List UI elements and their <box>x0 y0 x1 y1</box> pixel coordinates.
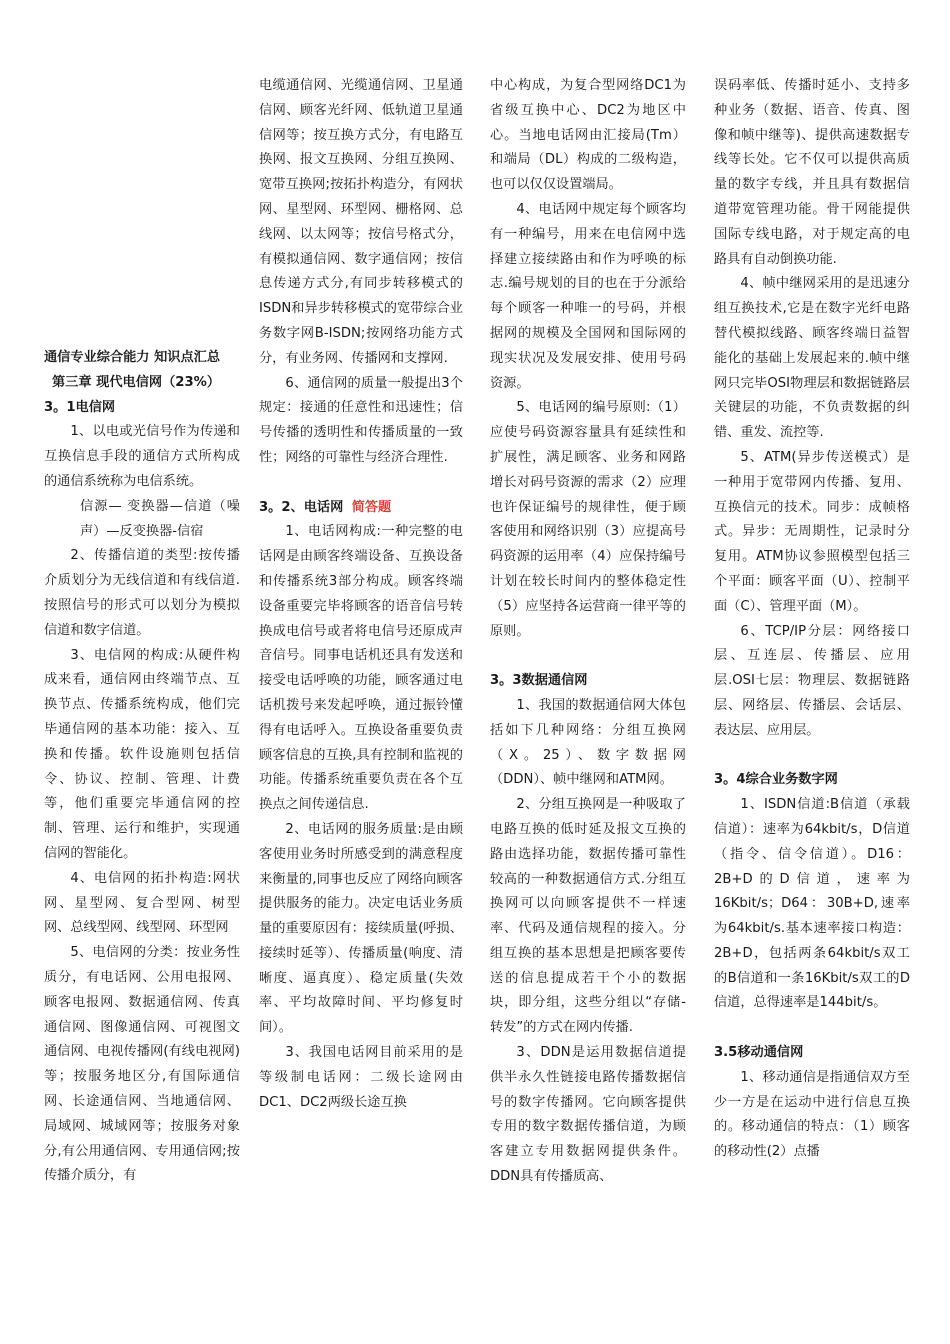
question-type-tag: 简答题 <box>351 499 392 515</box>
paragraph: 1、移动通信是指通信双方至少一方是在运动中进行信息互换的。移动通信的特点：（1）顾客的移动性(2）点播 <box>714 1069 910 1160</box>
paragraph: 4、电话网中规定每个顾客均有一种编号，用来在电信网中选择建立接续路由和作为呼唤的标志.编号规划的目的也在于分派给每个顾客一种唯一的号码，并根据网的规模及全国网和国际网的现实状况及发展安排、使用号码资源。 <box>490 201 686 391</box>
paragraph: 6、通信网的质量一般提出3个规定：接通的任意性和迅速性；信号传播的透明性和传播质量的一致性；网络的可靠性与经济合理性. <box>259 375 463 465</box>
document-title: 通信专业综合能力 知识点汇总 <box>44 350 221 365</box>
paragraph: 6、TCP/IP分层：网络接口层、互连层、传播层、应用层.OSI七层：物理层、数据链路层、网络层、传播层、会话层、表达层、应用层。 <box>714 623 910 738</box>
spacer <box>490 644 686 669</box>
paragraph: 4、电信网的拓扑构造:网状网、星型网、复合型网、树型网、总线型网、线型网、环型网 <box>44 870 240 936</box>
section-heading-3-2: 3。2、电话网 简答题 <box>259 499 392 515</box>
spacer <box>714 744 910 769</box>
paragraph: 电缆通信网、光缆通信网、卫星通信网、顾客光纤网、低轨道卫星通信网等；按互换方式分，有电路互换网、报文互换网、分组互换网、宽带互换网;按拓扑构造分，有网状网、星型网、环型网、栅格网、总线网、以太网等；按信号格式分，有模拟通信网、数字通信网；按信息传递方式分,有同步转移模式的ISDN和异步转移模式的宽带综合业务数字网B-ISDN;按网络功能方式分，有业务网、传播网和支撑网. <box>259 78 463 366</box>
paragraph: 2、电话网的服务质量:是由顾客使用业务时所感受到的满意程度来衡量的,同事也反应了网络向顾客提供服务的能力。决定电话业务质量的重要原因有：接续质量(呼损、接续时延等）、传播质量(响度、清晰度、逼真度）、稳定质量(失效率、平均故障时间、平均修复时间）。 <box>259 821 463 1036</box>
paragraph: 1、我国的数据通信网大体包括如下几种网络：分组互换网（X。25）、数字数据网（DDN）、帧中继网和ATM网。 <box>490 697 686 788</box>
paragraph: 2、分组互换网是一种吸取了电路互换的低时延及报文互换的路由选择功能，数据传播可靠性较高的一种数据通信方式.分组互换网可以向顾客提供不一样速率、代码及通信规程的接入。分组互换的基本思想是把顾客要传送的信息提成若干个小的数据块，即分组，这些分组以“存储-转发”的方式在网内传播. <box>490 797 686 1036</box>
section-heading-3-3: 3。3数据通信网 <box>490 673 588 689</box>
column-1 <box>44 346 240 1189</box>
paragraph: 3、DDN是运用数据信道提供半永久性链接电路传播数据信号的数字传播网。它向顾客提供专用的数字数据传播信道，为顾客建立专用数据网提供条件。DDN具有传播质高、 <box>490 1045 686 1185</box>
chapter-heading: 第三章 现代电信网（23%） <box>52 374 221 390</box>
section-heading-3-4: 3。4综合业务数字网 <box>714 772 838 788</box>
paragraph: 3、电信网的构成:从硬件构成来看，通信网由终端节点、互换节点、传播系统构成，他们完毕通信网的基本功能：接入、互换和传播。软件设施则包括信令、协议、控制、管理、计费等，他们重要完毕通信网的控制、管理、运行和维护，实现通信网的智能化。 <box>44 647 240 861</box>
paragraph: 2、传播信道的类型:按传播介质划分为无线信道和有线信道.按照信号的形式可以划分为模拟信道和数字信道。 <box>44 548 240 638</box>
column-3 <box>490 74 686 1190</box>
paragraph: 5、ATM(异步传送模式）是一种用于宽带网内传播、复用、互换信元的技术。同步：成帧格式。异步：无周期性，记录时分复用。ATM协议参照模型包括三个平面：顾客平面（U）、控制平面（C）、管理平面（M）。 <box>714 449 910 614</box>
paragraph: 误码率低、传播时延小、支持多种业务（数据、语音、传真、图像和帧中继等)、提供高速数据专线等长处。它不仅可以提供高质量的数字专线，并且具有数据信道带宽管理功能。骨干网能提供国际专线电路，对于规定高的电路具有自动倒换功能. <box>714 78 910 267</box>
paragraph: 5、电信网的分类：按业务性质分，有电话网、公用电报网、顾客电报网、数据通信网、传真通信网、图像通信网、可视图文通信网、电视传播网(有线电视网)等；按服务地区分,有国际通信网、长途通信网、当地通信网、局域网、城域网等；按服务对象分,有公用通信网、专用通信网;按传播介质分，有 <box>44 945 240 1184</box>
paragraph: 3、我国电话网目前采用的是等级制电话网：二级长途网由DC1、DC2两级长途互换 <box>259 1045 463 1110</box>
paragraph: 1、以电或光信号作为传递和互换信息手段的通信方式所构成的通信系统称为电信系统。 <box>44 424 240 489</box>
signal-flow-text: 信源— 变换器—信道（噪声）—反变换器-信宿 <box>80 498 240 539</box>
paragraph: 5、电话网的编号原则:（1）应使号码资源容量具有延续性和扩展性，满足顾客、业务和网路增长对码号资源的需求（2）应理也许保证编号的规律性，便于顾客使用和网络识别（3）应提高号码资源的运用率（4）应保持编号计划在较长时间内的整体稳定性（5）应坚持各运营商一律平等的原则。 <box>490 400 686 639</box>
paragraph: 1、ISDN信道:B信道（承载信道）：速率为64kbit/s，D信道（指令、信令信道）。D16：2B+D的D信道，速率为16Kbit/s；D64：30B+D,速率为64kbit/s.基本速率接口构造：2B+D，包括两条64kbit/s双工的B信道和一条16Kbit/s双工的D信道，总得速率是144bit/s。 <box>714 797 910 1011</box>
spacer <box>714 1016 910 1041</box>
paragraph: 1、电话网构成:一种完整的电话网是由顾客终端设备、互换设备和传播系统3部分构成。顾客终端设备重要完毕将顾客的语音信号转换成电信号或者将电信号还原成声音信号。同事电话机还具有发送和接受电话呼唤的功能，顾客通过电话机拨号来发起呼唤，通过振铃懂得有电话呼入。互换设备重要负责顾客信息的互换,具有控制和监视的功能。传播系统重要负责在各个互换点之间传递信息. <box>259 524 463 813</box>
section-heading-3-5: 3.5移动通信网 <box>714 1045 804 1061</box>
paragraph: 4、帧中继网采用的是迅速分组互换技术,它是在数字光纤电路替代模拟线路、顾客终端日益智能化的基础上发展起来的.帧中继网只完毕OSI物理层和数据链路层关键层的功能，不负责数据的纠错、重发、流控等. <box>714 276 910 441</box>
column-4 <box>714 74 910 1165</box>
column-2 <box>259 74 463 1115</box>
paragraph: 中心构成，为复合型网络DC1为省级互换中心、DC2为地区中心。当地电话网由汇接局(Tm）和端局（DL）构成的二级构造，也可以仅仅设置端局。 <box>490 78 686 193</box>
section-heading-3-1: 3。1电信网 <box>44 399 116 415</box>
spacer <box>259 471 463 496</box>
